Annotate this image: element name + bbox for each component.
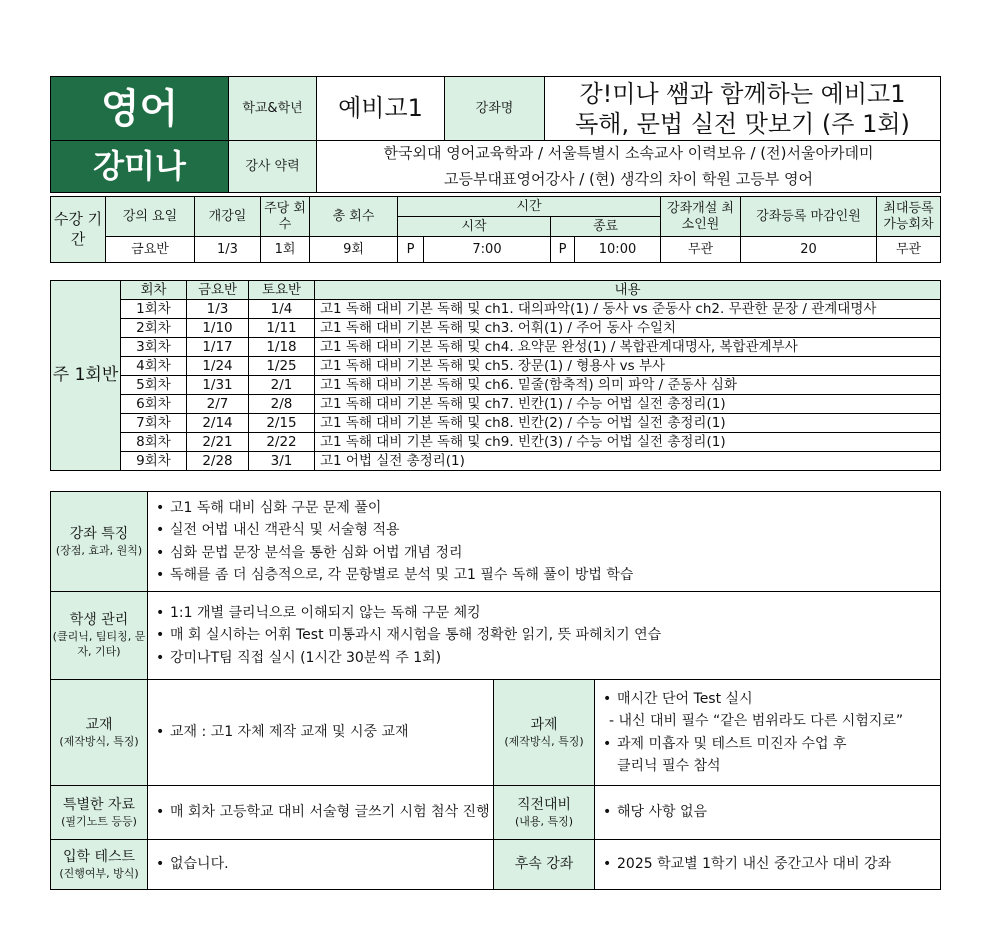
sat-date-cell: 1/11 <box>249 319 315 338</box>
content-cell: 고1 독해 대비 기본 독해 및 ch3. 어휘(1) / 주어 동사 수일치 <box>315 319 941 338</box>
sat-date-cell: 1/4 <box>249 300 315 319</box>
features-list <box>148 497 940 587</box>
content-cell: 고1 어법 실전 총정리(1) <box>315 452 941 471</box>
features-item: • 심화 문법 문장 분석을 통한 심화 어법 개념 정리 <box>156 542 940 565</box>
day-value: 금요반 <box>106 237 195 263</box>
followup-content <box>595 840 941 890</box>
textbook-label-cell <box>51 680 148 786</box>
schedule-row <box>51 414 941 433</box>
school-grade-value: 예비고1 <box>317 77 445 141</box>
max-sessions-header: 최대등록 가능회차 <box>877 197 941 237</box>
schedule-row <box>51 395 941 414</box>
features-item: • 실전 어법 내신 객관식 및 서술형 적용 <box>156 519 940 542</box>
prep-label: 직전대비 <box>516 796 572 813</box>
followup-label: 후속 강좌 <box>514 856 574 873</box>
management-list <box>148 602 940 670</box>
teacher-cell <box>51 141 229 193</box>
homework-item: • 매시간 단어 Test 실시 <box>603 688 940 711</box>
career-line2: 고등부대표영어강사 / (현) 생각의 차이 학원 고등부 영어 <box>444 169 813 188</box>
features-table <box>50 491 941 890</box>
start-time: 7:00 <box>424 237 551 263</box>
start-date-header: 개강일 <box>195 197 261 237</box>
career-label: 강사 약력 <box>229 141 317 193</box>
course-title-line2: 독해, 문법 실전 맛보기 (주 1회) <box>575 109 910 138</box>
sat-date-cell: 1/18 <box>249 338 315 357</box>
min-value: 무관 <box>661 237 741 263</box>
fri-header: 금요반 <box>187 281 249 300</box>
management-item: • 강미나T팀 직접 실시 (1시간 30분씩 주 1회) <box>156 647 940 670</box>
schedule-row <box>51 300 941 319</box>
session-cell: 9회차 <box>121 452 187 471</box>
fri-date-cell: 1/31 <box>187 376 249 395</box>
schedule-row <box>51 319 941 338</box>
management-label: 학생 관리 <box>69 612 129 629</box>
management-label-cell <box>51 592 148 680</box>
fri-date-cell: 1/10 <box>187 319 249 338</box>
fri-date-cell: 2/7 <box>187 395 249 414</box>
special-label: 특별한 자료 <box>62 796 136 813</box>
session-header: 회차 <box>121 281 187 300</box>
content-cell: 고1 독해 대비 기본 독해 및 ch8. 빈칸(2) / 수능 어법 실전 총정리(1) <box>315 414 941 433</box>
time-start-header: 시작 <box>398 217 551 237</box>
start-date-value: 1/3 <box>195 237 261 263</box>
textbook-item: • 교재 : 고1 자체 제작 교재 및 시중 교재 <box>156 721 493 744</box>
course-title-line1: 강!미나 쌤과 함께하는 예비고1 <box>579 79 906 108</box>
day-header: 강의 요일 <box>106 197 195 237</box>
prep-label-cell <box>494 786 595 840</box>
sat-header: 토요반 <box>249 281 315 300</box>
max-value: 20 <box>741 237 877 263</box>
homework-item-sub: 클리닉 필수 참석 <box>617 758 721 774</box>
content-cell: 고1 독해 대비 기본 독해 및 ch6. 밑줄(함축적) 의미 파악 / 준동사 심화 <box>315 376 941 395</box>
homework-sublabel: (제작방식, 특징) <box>504 734 584 748</box>
special-content <box>148 786 494 840</box>
homework-content <box>595 680 941 786</box>
schedule-row <box>51 452 941 471</box>
entrance-item: • 없습니다. <box>156 853 493 876</box>
max-sessions-value: 무관 <box>877 237 941 263</box>
subject-cell <box>51 77 229 141</box>
end-time: 10:00 <box>575 237 661 263</box>
textbook-label: 교재 <box>85 716 113 733</box>
features-content <box>148 492 941 592</box>
time-header: 시간 <box>398 197 661 217</box>
end-ampm: P <box>551 237 575 263</box>
period-table <box>50 196 941 263</box>
course-title <box>545 77 941 141</box>
sat-date-cell: 2/1 <box>249 376 315 395</box>
homework-label: 과제 <box>530 716 558 733</box>
time-end-header: 종료 <box>551 217 661 237</box>
weekly-header: 주당 회수 <box>261 197 310 237</box>
weekly-value: 1회 <box>261 237 310 263</box>
followup-label-cell <box>494 840 595 890</box>
sat-date-cell: 3/1 <box>249 452 315 471</box>
schedule-row <box>51 357 941 376</box>
career-value <box>317 141 941 193</box>
entrance-list <box>148 853 493 876</box>
features-label-cell <box>51 492 148 592</box>
session-cell: 5회차 <box>121 376 187 395</box>
schedule-label: 주 1회반 <box>51 281 121 471</box>
content-cell: 고1 독해 대비 기본 독해 및 ch1. 대의파악(1) / 동사 vs 준동사 ch2. 무관한 문장 / 관계대명사 <box>315 300 941 319</box>
special-label-cell <box>51 786 148 840</box>
session-cell: 4회차 <box>121 357 187 376</box>
course-name-label: 강좌명 <box>445 77 545 141</box>
features-item: • 독해를 좀 더 심층적으로, 각 문항별로 분석 및 고1 필수 독해 풀이 방법 학습 <box>156 564 940 587</box>
session-cell: 8회차 <box>121 433 187 452</box>
total-header: 총 회수 <box>310 197 398 237</box>
teacher-name: 강미나 <box>93 147 186 186</box>
special-list <box>148 801 493 824</box>
total-value: 9회 <box>310 237 398 263</box>
content-cell: 고1 독해 대비 기본 독해 및 ch9. 빈칸(3) / 수능 어법 실전 총정리(1) <box>315 433 941 452</box>
entrance-label-cell <box>51 840 148 890</box>
content-header: 내용 <box>315 281 941 300</box>
prep-content <box>595 786 941 840</box>
subject-text: 영어 <box>100 85 179 132</box>
schedule-row <box>51 338 941 357</box>
management-sublabel: (클리닉, 팀티칭, 문자, 기타) <box>52 630 146 658</box>
homework-label-cell <box>494 680 595 786</box>
features-item: • 고1 독해 대비 심화 구문 문제 풀이 <box>156 497 940 520</box>
textbook-sublabel: (제작방식, 특징) <box>59 734 139 748</box>
max-header: 강좌등록 마감인원 <box>741 197 877 237</box>
special-item: • 매 회차 고등학교 대비 서술형 글쓰기 시험 첨삭 진행 <box>156 801 493 824</box>
entrance-content <box>148 840 494 890</box>
features-label: 강좌 특징 <box>69 525 129 542</box>
schedule-row <box>51 433 941 452</box>
fri-date-cell: 2/21 <box>187 433 249 452</box>
session-cell: 7회차 <box>121 414 187 433</box>
schedule-table <box>50 280 941 471</box>
fri-date-cell: 1/3 <box>187 300 249 319</box>
management-content <box>148 592 941 680</box>
entrance-label: 입학 테스트 <box>62 848 136 865</box>
session-cell: 1회차 <box>121 300 187 319</box>
textbook-list <box>148 721 493 744</box>
followup-list <box>595 853 940 876</box>
textbook-content <box>148 680 494 786</box>
school-grade-label: 학교&학년 <box>229 77 317 141</box>
schedule-row <box>51 376 941 395</box>
homework-item-sub: - 내신 대비 필수 “같은 범위라도 다른 시험지로” <box>609 713 904 729</box>
fri-date-cell: 1/17 <box>187 338 249 357</box>
career-line1: 한국외대 영어교육학과 / 서울특별시 소속교사 이력보유 / (전)서울아카데미 <box>383 144 874 162</box>
management-item: • 매 회 실시하는 어휘 Test 미통과시 재시험을 통해 정확한 읽기, 뜻 파헤치기 연습 <box>156 624 940 647</box>
content-cell: 고1 독해 대비 기본 독해 및 ch5. 장문(1) / 형용사 vs 부사 <box>315 357 941 376</box>
prep-sublabel: (내용, 특징) <box>514 814 574 828</box>
session-cell: 3회차 <box>121 338 187 357</box>
min-header: 강좌개설 최소인원 <box>661 197 741 237</box>
homework-list <box>595 688 940 778</box>
prep-item: • 해당 사항 없음 <box>603 801 940 824</box>
content-cell: 고1 독해 대비 기본 독해 및 ch4. 요약문 완성(1) / 복합관계대명사, 복합관계부사 <box>315 338 941 357</box>
content-cell: 고1 독해 대비 기본 독해 및 ch7. 빈칸(1) / 수능 어법 실전 총정리(1) <box>315 395 941 414</box>
fri-date-cell: 1/24 <box>187 357 249 376</box>
session-cell: 6회차 <box>121 395 187 414</box>
period-label: 수강 기간 <box>51 197 106 263</box>
fri-date-cell: 2/14 <box>187 414 249 433</box>
entrance-sublabel: (진행여부, 방식) <box>59 866 139 880</box>
sat-date-cell: 1/25 <box>249 357 315 376</box>
features-sublabel: (장점, 효과, 원칙) <box>55 543 143 557</box>
homework-item: • 과제 미흡자 및 테스트 미진자 수업 후 <box>603 733 940 756</box>
special-sublabel: (필기노트 등등) <box>61 814 137 828</box>
course-header-table <box>50 76 941 193</box>
followup-item: • 2025 학교별 1학기 내신 중간고사 대비 강좌 <box>603 853 940 876</box>
prep-list <box>595 801 940 824</box>
sat-date-cell: 2/8 <box>249 395 315 414</box>
sat-date-cell: 2/22 <box>249 433 315 452</box>
sat-date-cell: 2/15 <box>249 414 315 433</box>
start-ampm: P <box>398 237 424 263</box>
fri-date-cell: 2/28 <box>187 452 249 471</box>
session-cell: 2회차 <box>121 319 187 338</box>
management-item: • 1:1 개별 클리닉으로 이해되지 않는 독해 구문 체킹 <box>156 602 940 625</box>
